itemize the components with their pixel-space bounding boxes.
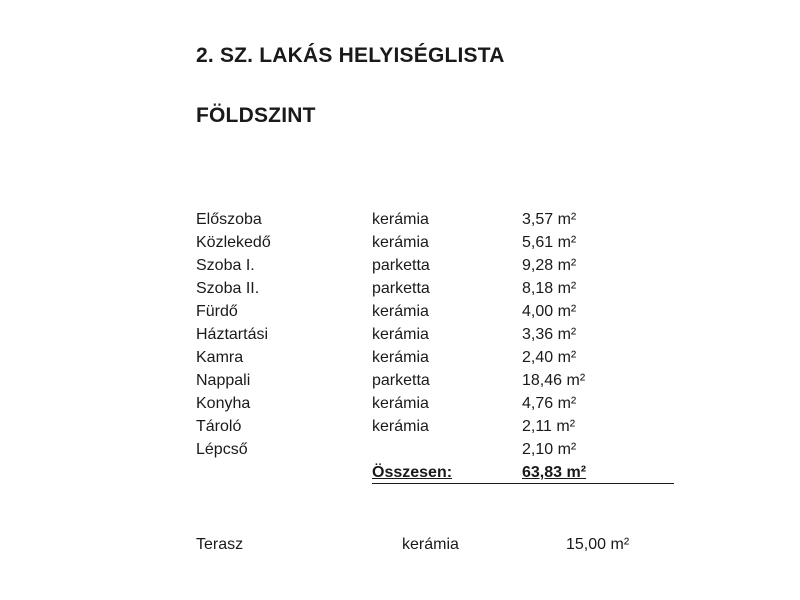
room-name: Tároló (196, 418, 242, 435)
room-material: parketta (372, 257, 430, 274)
total-row (196, 461, 676, 485)
room-row (196, 438, 676, 461)
room-material: kerámia (372, 303, 429, 320)
document-title: 2. SZ. LAKÁS HELYISÉGLISTA (196, 44, 505, 67)
room-row (196, 300, 676, 323)
terrace-area: 15,00 m² (566, 536, 630, 553)
room-material: kerámia (372, 211, 429, 228)
room-row (196, 254, 676, 277)
total-label: Összesen: (372, 464, 453, 481)
room-material: kerámia (372, 418, 429, 435)
room-material: kerámia (372, 234, 429, 251)
room-area: 3,57 m² (522, 211, 577, 228)
room-material: parketta (372, 280, 430, 297)
room-row (196, 208, 676, 231)
room-area: 9,28 m² (522, 257, 577, 274)
total-area: 63,83 m² (522, 464, 587, 481)
room-row (196, 231, 676, 254)
room-area: 3,36 m² (522, 326, 577, 343)
room-name: Szoba I. (196, 257, 255, 274)
room-name: Kamra (196, 349, 244, 366)
room-area: 2,11 m² (522, 418, 576, 435)
room-area: 5,61 m² (522, 234, 577, 251)
room-area: 4,00 m² (522, 303, 577, 320)
room-name: Közlekedő (196, 234, 271, 251)
room-row (196, 415, 676, 438)
room-name: Előszoba (196, 211, 262, 228)
total-divider (372, 483, 674, 484)
room-name: Lépcső (196, 441, 248, 458)
room-area: 8,18 m² (522, 280, 577, 297)
room-row (196, 346, 676, 369)
room-area: 18,46 m² (522, 372, 586, 389)
room-list (196, 208, 676, 485)
room-row (196, 392, 676, 415)
room-row (196, 323, 676, 346)
room-name: Szoba II. (196, 280, 260, 297)
terrace-name: Terasz (196, 536, 244, 553)
room-row (196, 277, 676, 300)
floor-heading: FÖLDSZINT (196, 104, 316, 127)
room-name: Háztartási (196, 326, 269, 343)
room-area: 4,76 m² (522, 395, 577, 412)
room-name: Konyha (196, 395, 251, 412)
room-area: 2,10 m² (522, 441, 577, 458)
terrace-material: kerámia (402, 536, 459, 553)
room-row (196, 369, 676, 392)
room-material: kerámia (372, 349, 429, 366)
terrace-row (196, 533, 676, 556)
room-name: Fürdő (196, 303, 238, 320)
room-area: 2,40 m² (522, 349, 577, 366)
room-material: kerámia (372, 395, 429, 412)
room-material: parketta (372, 372, 430, 389)
room-name: Nappali (196, 372, 251, 389)
room-material: kerámia (372, 326, 429, 343)
